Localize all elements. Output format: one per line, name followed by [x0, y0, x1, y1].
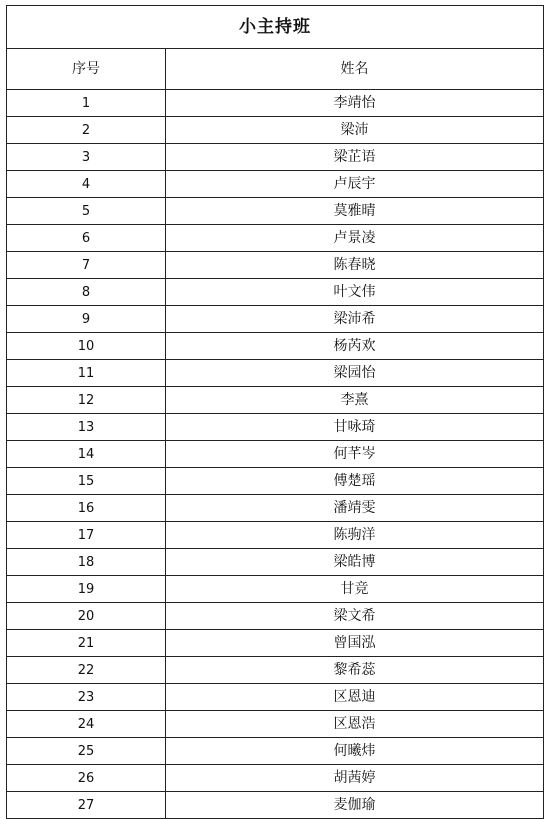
row-index: 19: [7, 576, 166, 603]
table-row: [7, 333, 544, 360]
table-row: [7, 414, 544, 441]
table-row: [7, 306, 544, 333]
row-index: 25: [7, 738, 166, 765]
table-row: [7, 549, 544, 576]
row-index: 16: [7, 495, 166, 522]
row-name: 傅楚瑶: [166, 468, 544, 495]
row-index: 17: [7, 522, 166, 549]
row-index: 15: [7, 468, 166, 495]
table-row: [7, 522, 544, 549]
row-index: 26: [7, 765, 166, 792]
row-index: 20: [7, 603, 166, 630]
row-index: 3: [7, 144, 166, 171]
row-name: 陈驹洋: [166, 522, 544, 549]
row-index: 21: [7, 630, 166, 657]
row-name: 梁沛: [166, 117, 544, 144]
row-index: 8: [7, 279, 166, 306]
table-row: [7, 144, 544, 171]
row-name: 李靖怡: [166, 90, 544, 117]
roster-table: [6, 5, 544, 819]
table-row: [7, 387, 544, 414]
row-name: 卢辰宇: [166, 171, 544, 198]
row-name: 梁园怡: [166, 360, 544, 387]
table-row: [7, 495, 544, 522]
row-name: 梁芷语: [166, 144, 544, 171]
row-name: 曾国泓: [166, 630, 544, 657]
table-row: [7, 171, 544, 198]
row-name: 甘咏琦: [166, 414, 544, 441]
row-index: 13: [7, 414, 166, 441]
row-name: 梁文希: [166, 603, 544, 630]
row-index: 9: [7, 306, 166, 333]
row-index: 18: [7, 549, 166, 576]
table-row: [7, 765, 544, 792]
table-row: [7, 225, 544, 252]
column-header-index: 序号: [7, 49, 166, 90]
table-row: [7, 603, 544, 630]
row-index: 6: [7, 225, 166, 252]
table-row: [7, 441, 544, 468]
row-index: 1: [7, 90, 166, 117]
table-row: [7, 738, 544, 765]
table-row: [7, 117, 544, 144]
row-index: 22: [7, 657, 166, 684]
row-name: 区恩浩: [166, 711, 544, 738]
table-row: [7, 630, 544, 657]
table-row: [7, 711, 544, 738]
title-row: [7, 6, 544, 49]
row-index: 2: [7, 117, 166, 144]
table-row: [7, 279, 544, 306]
row-index: 14: [7, 441, 166, 468]
table-row: [7, 198, 544, 225]
row-name: 梁皓博: [166, 549, 544, 576]
row-name: 黎希蕊: [166, 657, 544, 684]
row-index: 10: [7, 333, 166, 360]
row-name: 区恩迪: [166, 684, 544, 711]
row-name: 梁沛希: [166, 306, 544, 333]
row-index: 12: [7, 387, 166, 414]
header-row: [7, 49, 544, 90]
row-name: 麦伽瑜: [166, 792, 544, 819]
roster-body: [7, 90, 544, 819]
table-row: [7, 252, 544, 279]
row-name: 潘靖雯: [166, 495, 544, 522]
row-name: 李熹: [166, 387, 544, 414]
row-name: 莫雅晴: [166, 198, 544, 225]
column-header-name: 姓名: [166, 49, 544, 90]
row-name: 何芊岑: [166, 441, 544, 468]
table-row: [7, 90, 544, 117]
row-index: 27: [7, 792, 166, 819]
row-name: 叶文伟: [166, 279, 544, 306]
row-name: 杨芮欢: [166, 333, 544, 360]
row-index: 4: [7, 171, 166, 198]
row-name: 卢景凌: [166, 225, 544, 252]
row-name: 何曦炜: [166, 738, 544, 765]
row-name: 胡茜婷: [166, 765, 544, 792]
row-index: 5: [7, 198, 166, 225]
table-row: [7, 468, 544, 495]
row-index: 24: [7, 711, 166, 738]
row-name: 陈春晓: [166, 252, 544, 279]
row-index: 11: [7, 360, 166, 387]
table-row: [7, 576, 544, 603]
table-row: [7, 360, 544, 387]
table-title: 小主持班: [7, 6, 544, 49]
table-row: [7, 657, 544, 684]
row-index: 7: [7, 252, 166, 279]
row-name: 甘竞: [166, 576, 544, 603]
row-index: 23: [7, 684, 166, 711]
table-row: [7, 684, 544, 711]
table-row: [7, 792, 544, 819]
